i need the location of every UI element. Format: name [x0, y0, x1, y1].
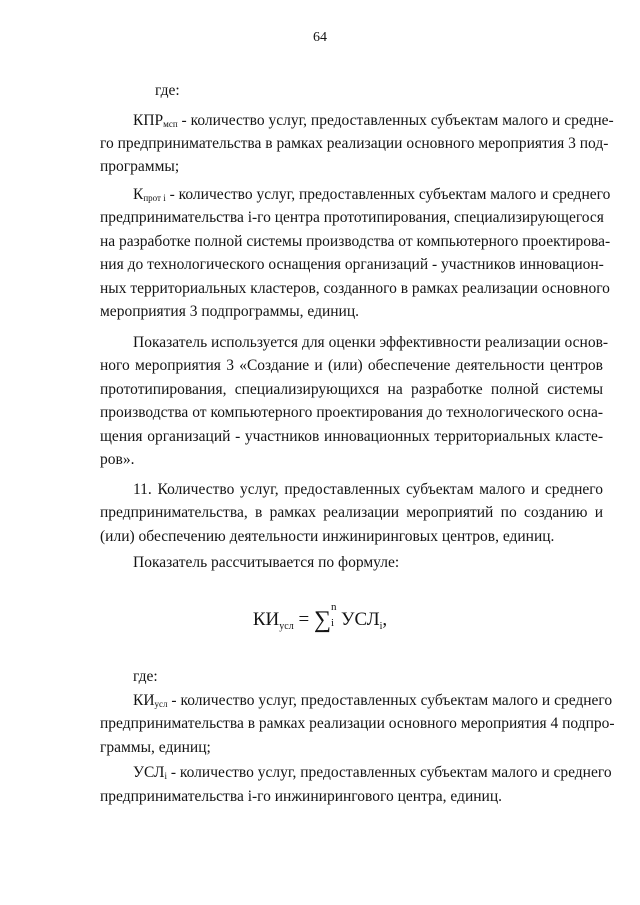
indicator-paragraph-line-2: ного мероприятия 3 «Создание и (или) обеспечение деятельности центров	[100, 357, 603, 374]
definition-kprot-line-3: на разработке полной системы производства от компьютерного проектирова-	[100, 233, 611, 250]
variable-usl: УСЛ	[133, 764, 165, 781]
definition-kpr-line-1: $КПР_{мсп}$ - количество услуг, предоставленных субъектам малого и средне-	[133, 112, 614, 129]
indicator-paragraph-line-6: ров».	[100, 451, 135, 468]
definition-kiusl-line-1: $КИ_{усл}$ - количество услуг, предоставленных субъектам малого и среднего	[133, 692, 613, 709]
definition-kprot-line-5: ных территориальных кластеров, созданного в рамках реализации основного	[100, 280, 610, 297]
definition-kiusl-line-2: предпринимательства в рамках реализации основного мероприятия 4 подпро-	[100, 715, 615, 732]
formula-rhs: УСЛ	[341, 609, 380, 630]
variable-usl-subscript: i	[164, 771, 167, 781]
formula-rhs-subscript: i	[379, 621, 383, 632]
definition-kprot-line-4: ния до технологического оснащения организаций - участников инновацион-	[100, 256, 604, 273]
variable-kiusl-subscript: усл	[154, 699, 168, 709]
variable-kprot-subscript: прот i	[143, 193, 166, 203]
formula-lhs-subscript: усл	[279, 621, 294, 632]
item-11-line-2: предпринимательства, в рамках реализации мероприятий по созданию и	[100, 504, 603, 521]
definition-usl-line-1: $УСЛ_i$ - количество услуг, предоставленных субъектам малого и среднего	[133, 764, 612, 781]
formula-upper-limit: n	[331, 601, 337, 613]
item-11-line-1: 11. Количество услуг, предоставленных субъектам малого и среднего	[133, 481, 603, 498]
formula-lhs: КИ	[252, 609, 280, 630]
definition-usl-line-2: предпринимательства i-го инжинирингового центра, единиц.	[100, 788, 502, 805]
formula-intro: Показатель рассчитывается по формуле:	[133, 554, 400, 571]
indicator-paragraph-line-3: прототипирования, специализирующихся на разработке полной системы	[100, 381, 603, 398]
definition-kiusl-line-3: граммы, единиц;	[100, 739, 211, 756]
indicator-paragraph-line-5: щения организаций - участников инновационных территориальных класте-	[100, 428, 603, 445]
definition-kprot-line-2: предпринимательства i-го центра прототипирования, специализирующегося	[100, 209, 604, 226]
where-label-1: где:	[155, 82, 180, 99]
definition-kpr-line-2: го предпринимательства в рамках реализации основного мероприятия 3 под-	[100, 135, 609, 152]
definition-kprot-line-6: мероприятия 3 подпрограммы, единиц.	[100, 303, 360, 320]
variable-kiusl: КИ	[133, 692, 155, 709]
formula-sum-sign: ∑	[313, 607, 332, 633]
formula: $КИ_{усл}$ = ∑ n i $УСЛ_i$,	[252, 601, 388, 633]
formula-lower-limit: i	[331, 617, 335, 629]
indicator-paragraph-line-1: Показатель используется для оценки эффективности реализации основ-	[133, 334, 609, 351]
definition-kprot-line-1: $К_{прот i}$ - количество услуг, предоставленных субъектам малого и среднего	[133, 186, 611, 203]
variable-kpr-subscript: мсп	[163, 119, 178, 129]
variable-kprot: К	[133, 186, 144, 203]
item-11-line-3: (или) обеспечению деятельности инжиниринговых центров, единиц.	[100, 528, 555, 545]
page-number: 64	[313, 30, 327, 45]
variable-kpr: КПР	[133, 112, 164, 129]
indicator-paragraph-line-4: производства от компьютерного проектирования до технологического осна-	[100, 404, 603, 421]
where-label-2: где:	[133, 668, 158, 685]
definition-kpr-line-3: программы;	[100, 158, 180, 175]
